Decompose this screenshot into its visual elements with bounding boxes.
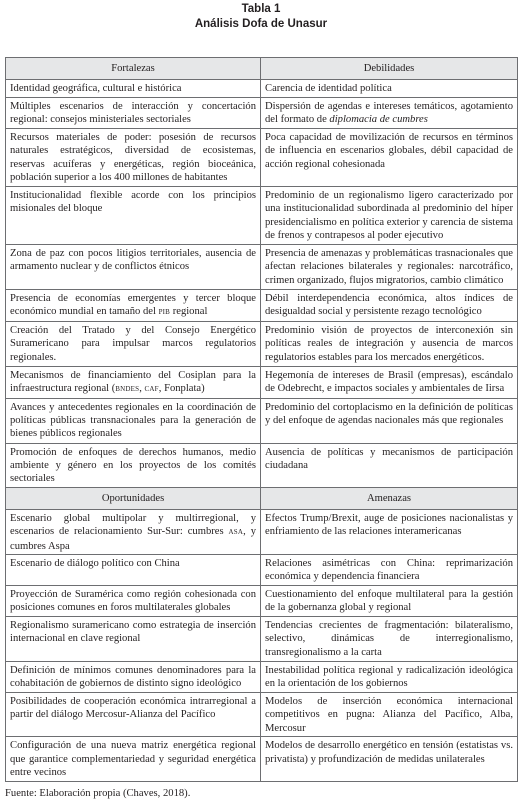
table-row xyxy=(6,693,518,737)
cell-oportunidad: Proyección de Suramérica como región cohesionada con posiciones comunes en foros multilaterales globales xyxy=(6,586,261,617)
header-oportunidades: Oportunidades xyxy=(6,487,261,509)
cell-oportunidad xyxy=(6,509,261,554)
cell-text-smallcaps: bndes xyxy=(115,384,140,395)
cell-fortaleza: Múltiples escenarios de interacción y concertación regional: consejos ministeriales sectoriales xyxy=(6,98,261,129)
table-number: Tabla 1 xyxy=(241,3,281,15)
cell-amenaza: Cuestionamiento del enfoque multilateral para la gestión de la gobernanza global y regional xyxy=(261,586,518,617)
table-title: Análisis Dofa de Unasur xyxy=(194,18,328,30)
cell-debilidad: Predominio del cortoplacismo en la definición de políticas y del enfoque de agendas nacionales más que regionales xyxy=(261,398,518,443)
table-row xyxy=(6,321,518,366)
table-row xyxy=(6,509,518,554)
table-row xyxy=(6,737,518,782)
table-row xyxy=(6,366,518,398)
table-row xyxy=(6,245,518,290)
cell-amenaza: Modelos de desarrollo energético en tensión (estatistas vs. privatista) y profundización de medidas unilaterales xyxy=(261,737,518,782)
cell-text: Escenario global multipolar y multirregional, y escenarios de relacionamiento Sur-Sur: cumbres xyxy=(10,512,256,538)
cell-fortaleza: Avances y antecedentes regionales en la coordinación de políticas públicas transnacionales para la generación de bienes públicos regionales xyxy=(6,398,261,443)
cell-oportunidad: Escenario de diálogo político con China xyxy=(6,555,261,586)
table-row xyxy=(6,443,518,487)
cell-text: , y cumbres Aspa xyxy=(10,526,257,552)
cell-amenaza: Tendencias crecientes de fragmentación: bilateralismo, selectivo, dinámicas de interregionalismo, transregionalismo a la carta xyxy=(261,617,518,662)
table-row xyxy=(6,290,518,322)
cell-fortaleza: Institucionalidad flexible acorde con los principios misionales del bloque xyxy=(6,187,261,245)
cell-amenaza: Modelos de inserción económica internacional competitivos en pugna: Alianza del Pacífico, Alba, Mercosur xyxy=(261,693,518,737)
cell-debilidad xyxy=(261,98,518,129)
table-row xyxy=(6,187,518,245)
cell-fortaleza xyxy=(6,366,261,398)
cell-oportunidad: Posibilidades de cooperación económica intrarregional a partir del diálogo Mercosur-Alianza del Pacífico xyxy=(6,693,261,737)
cell-text-italic: diplomacia de cumbres xyxy=(329,114,428,126)
cell-text-smallcaps: asa xyxy=(228,527,244,538)
cell-text: , Fonplata) xyxy=(158,383,205,395)
cell-oportunidad: Configuración de una nueva matriz energética regional que garantice complementariedad y seguridad energética entre vecinos xyxy=(6,737,261,782)
table-header-row xyxy=(6,487,518,509)
cell-fortaleza: Identidad geográfica, cultural e histórica xyxy=(6,80,261,98)
cell-amenaza: Relaciones asimétricas con China: reprimarización económica y dependencia financiera xyxy=(261,555,518,586)
cell-debilidad: Carencia de identidad política xyxy=(261,80,518,98)
table-row xyxy=(6,662,518,693)
table-row xyxy=(6,617,518,662)
cell-text: regional xyxy=(170,306,208,318)
header-debilidades: Debilidades xyxy=(261,58,518,80)
cell-fortaleza: Promoción de enfoques de derechos humanos, medio ambiente y género en los proyectos de los comités sectoriales xyxy=(6,443,261,487)
cell-debilidad: Predominio de un regionalismo ligero caracterizado por una institucionalidad subordinada al predominio del híper presidencialismo en política exterior y carencia de sistema de frenos y contrapesos al poder ejecutivo xyxy=(261,187,518,245)
cell-debilidad: Poca capacidad de movilización de recursos en términos de influencia en escenarios globales, débil capacidad de acción regional cohesionada xyxy=(261,129,518,187)
dofa-table xyxy=(5,57,518,782)
cell-fortaleza: Recursos materiales de poder: posesión de recursos naturales estratégicos, diversidad de ecosistemas, reservas acuíferas y energéticas, región bioceánica, población superior a los 400 millones de habitantes xyxy=(6,129,261,187)
source-note: Fuente: Elaboración propia (Chaves, 2018). xyxy=(5,788,191,799)
cell-amenaza: Inestabilidad política regional y radicalización ideológica en la orientación de los gobiernos xyxy=(261,662,518,693)
table-row xyxy=(6,586,518,617)
cell-oportunidad: Definición de mínimos comunes denominadores para la cohabitación de gobiernos de distinto signo ideológico xyxy=(6,662,261,693)
table-row xyxy=(6,555,518,586)
table-row xyxy=(6,98,518,129)
cell-text: Presencia de economías emergentes y tercer bloque económico mundial en tamaño del xyxy=(10,293,256,318)
cell-debilidad: Débil interdependencia económica, altos índices de desigualdad social y persistente rezago tecnológico xyxy=(261,290,518,322)
cell-fortaleza: Creación del Tratado y del Consejo Energético Suramericano para impulsar marcos regulatorios regionales. xyxy=(6,321,261,366)
cell-text-smallcaps: pib xyxy=(158,307,171,318)
cell-text-smallcaps: caf xyxy=(144,384,159,395)
cell-oportunidad: Regionalismo suramericano como estrategia de inserción internacional en clave regional xyxy=(6,617,261,662)
cell-text: Mecanismos de financiamiento del Cosiplan para la infraestructura regional ( xyxy=(10,369,256,395)
cell-fortaleza xyxy=(6,290,261,322)
cell-text: Dispersión de agendas e intereses temáticos, agotamiento del formato de xyxy=(265,101,513,126)
cell-fortaleza: Zona de paz con pocos litigios territoriales, ausencia de armamento nuclear y de conflictos étnicos xyxy=(6,245,261,290)
cell-debilidad: Presencia de amenazas y problemáticas trasnacionales que afectan relaciones bilaterales y regionales: narcotráfico, crimen organizado, flujos migratorios, cambio climático xyxy=(261,245,518,290)
cell-debilidad: Hegemonía de intereses de Brasil (empresas), escándalo de Odebrecht, e impactos sociales y ambientales de Iirsa xyxy=(261,366,518,398)
cell-debilidad: Predominio visión de proyectos de interconexión sin políticas reales de integración y ausencia de marcos regulatorios estables para los mercados energéticos. xyxy=(261,321,518,366)
cell-debilidad: Ausencia de políticas y mecanismos de participación ciudadana xyxy=(261,443,518,487)
cell-text: , xyxy=(139,383,145,395)
table-row xyxy=(6,80,518,98)
cell-amenaza: Efectos Trump/Brexit, auge de posiciones nacionalistas y enfriamiento de las relaciones interamericanas xyxy=(261,509,518,554)
table-row xyxy=(6,398,518,443)
table-header-row xyxy=(6,58,518,80)
table-row xyxy=(6,129,518,187)
header-amenazas: Amenazas xyxy=(261,487,518,509)
header-fortalezas: Fortalezas xyxy=(6,58,261,80)
